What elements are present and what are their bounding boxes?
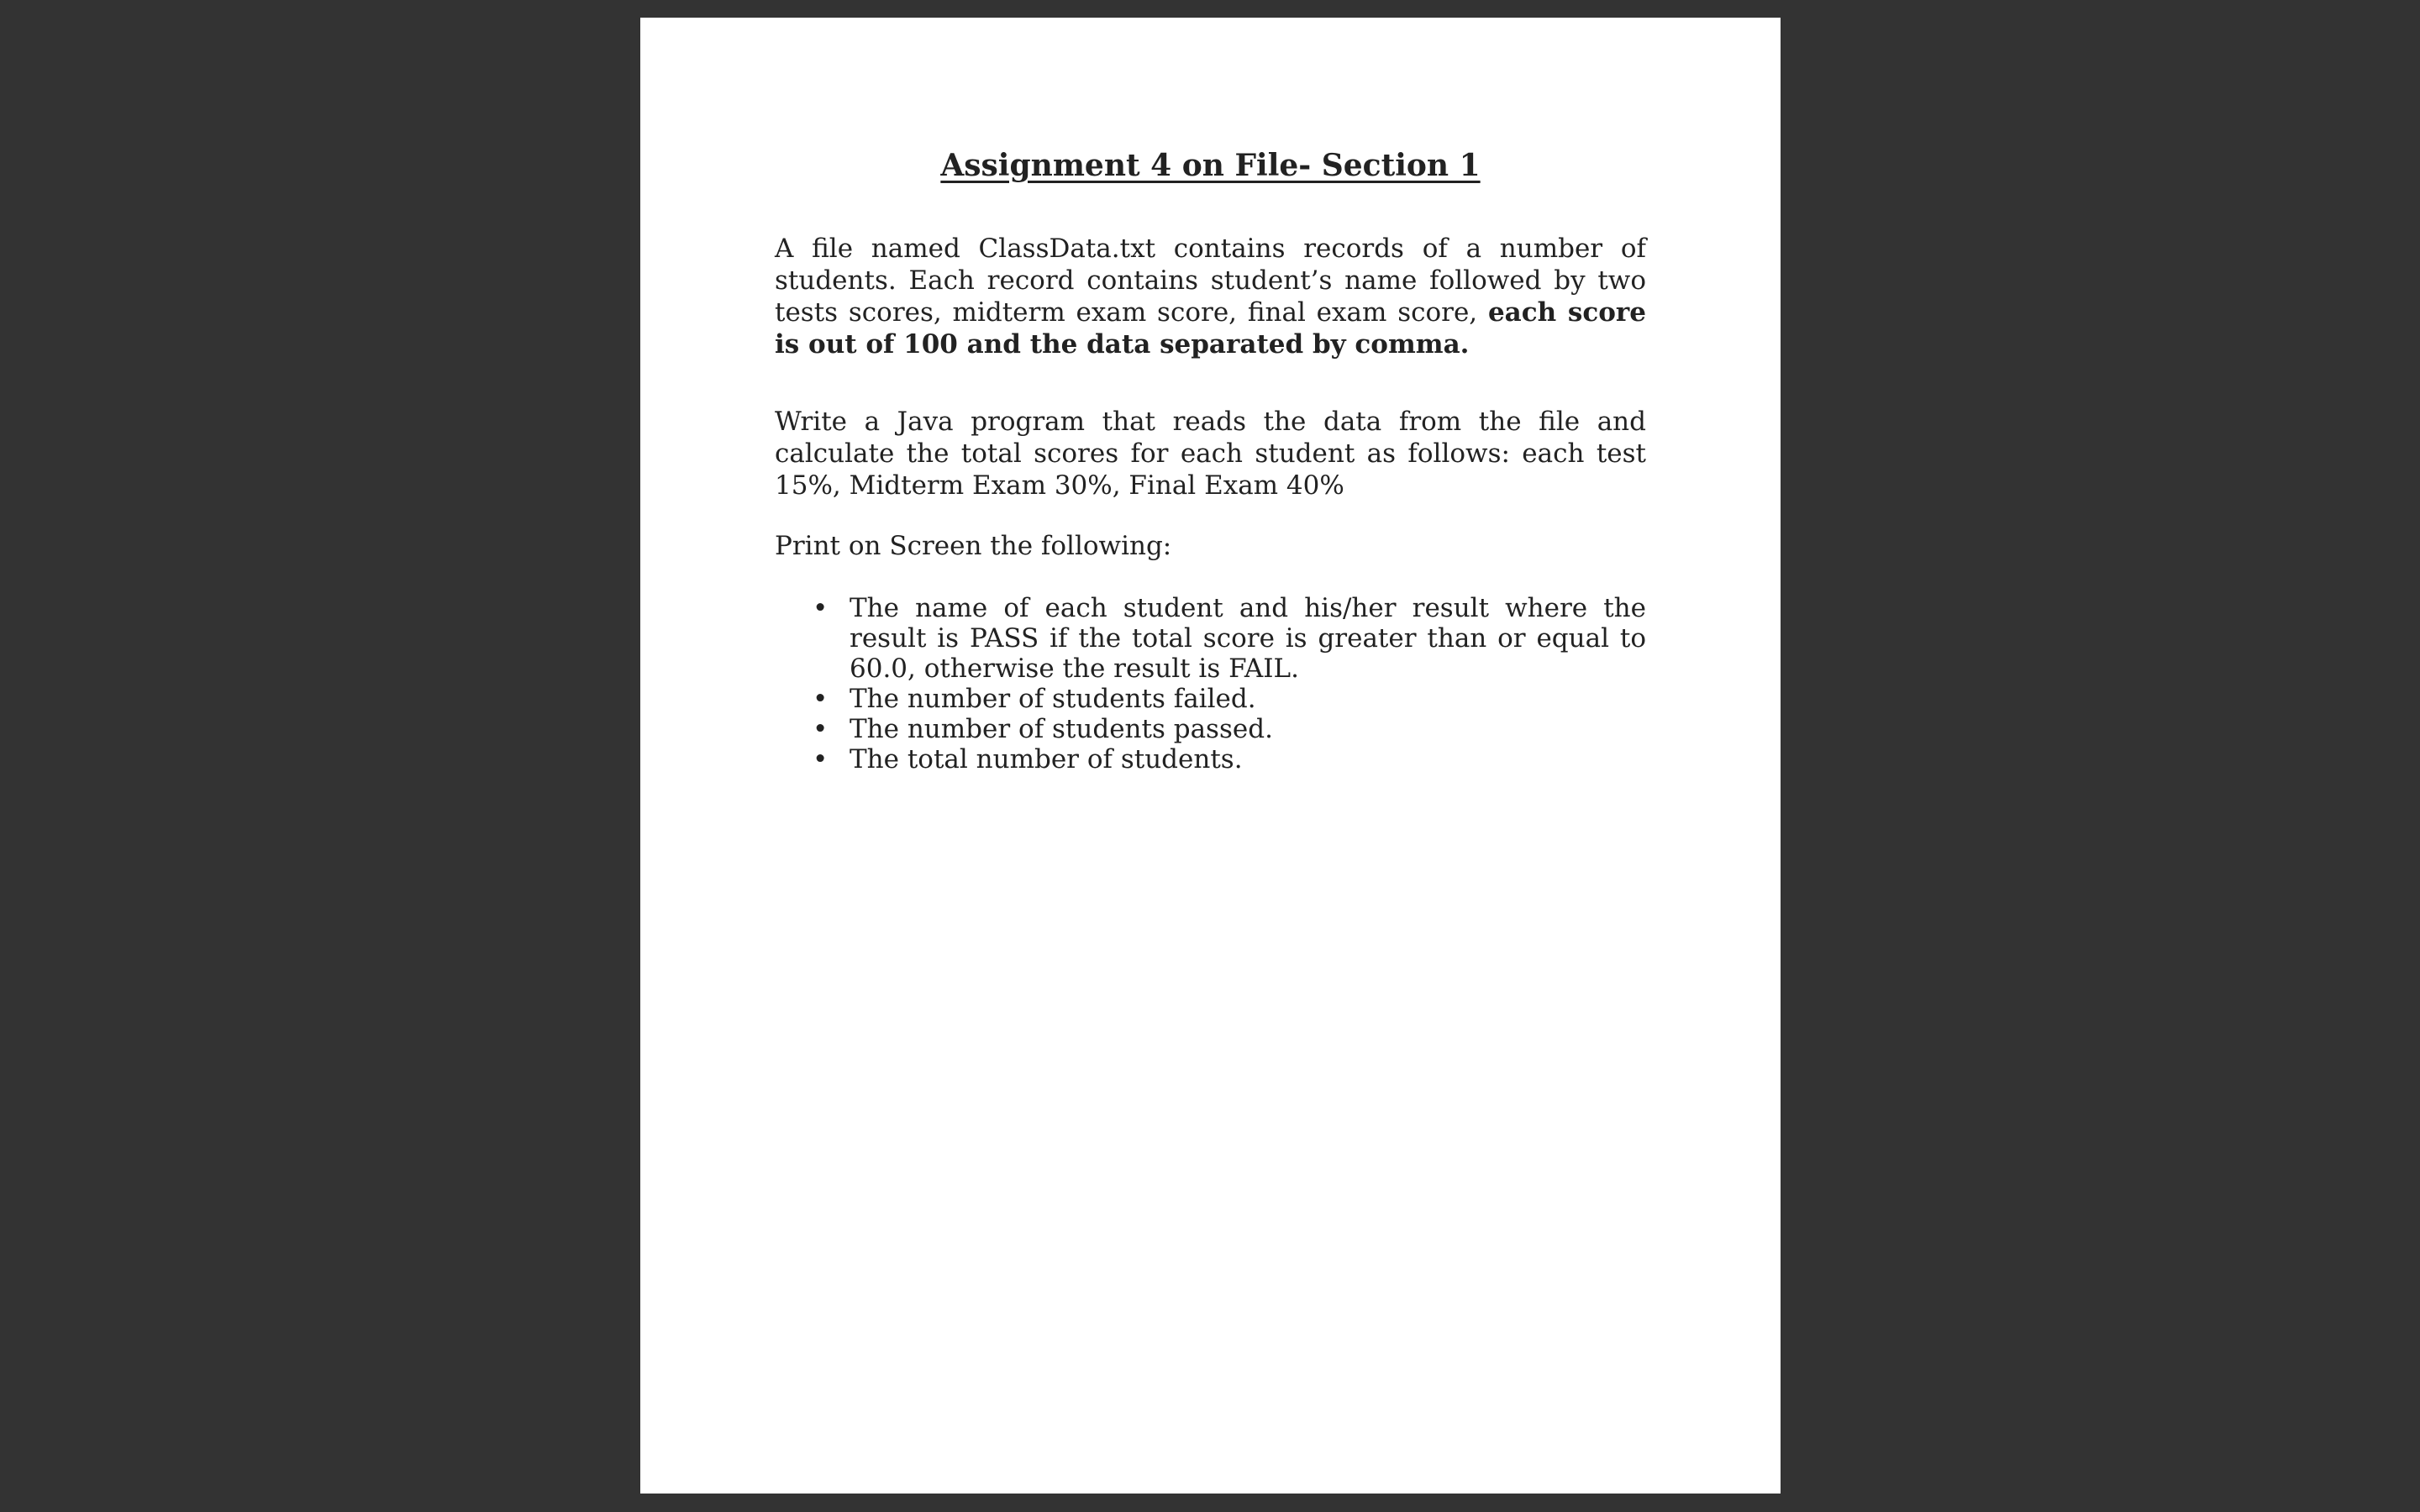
paragraph-task: Write a Java program that reads the data from the file and calculate the total scores for each student as follows: each test 15%, Midterm Exam 30%, Final Exam 40%	[775, 407, 1646, 501]
paragraph-file-description-bold: each score is out of 100 and the data separated by comma.	[775, 297, 1646, 360]
paragraph-file-description	[775, 233, 1646, 360]
document-title: Assignment 4 on File- Section 1	[940, 148, 1481, 183]
paragraph-file-description-text: A file named ClassData.txt contains records of a number of students. Each record contains student’s name followed by two tests scores, midterm exam score, final exam score,	[775, 234, 1646, 328]
list-item: • The total number of students.	[850, 744, 1646, 774]
list-item: • The number of students passed.	[850, 714, 1646, 744]
list-item: • The name of each student and his/her result where the result is PASS if the total score is greater than or equal to 60.0, otherwise the result is FAIL.	[850, 593, 1646, 684]
output-requirements-list	[775, 593, 1646, 774]
paragraph-print-intro: Print on Screen the following:	[775, 531, 1172, 562]
list-item: • The number of students failed.	[850, 684, 1646, 714]
document-page	[640, 18, 1781, 1494]
